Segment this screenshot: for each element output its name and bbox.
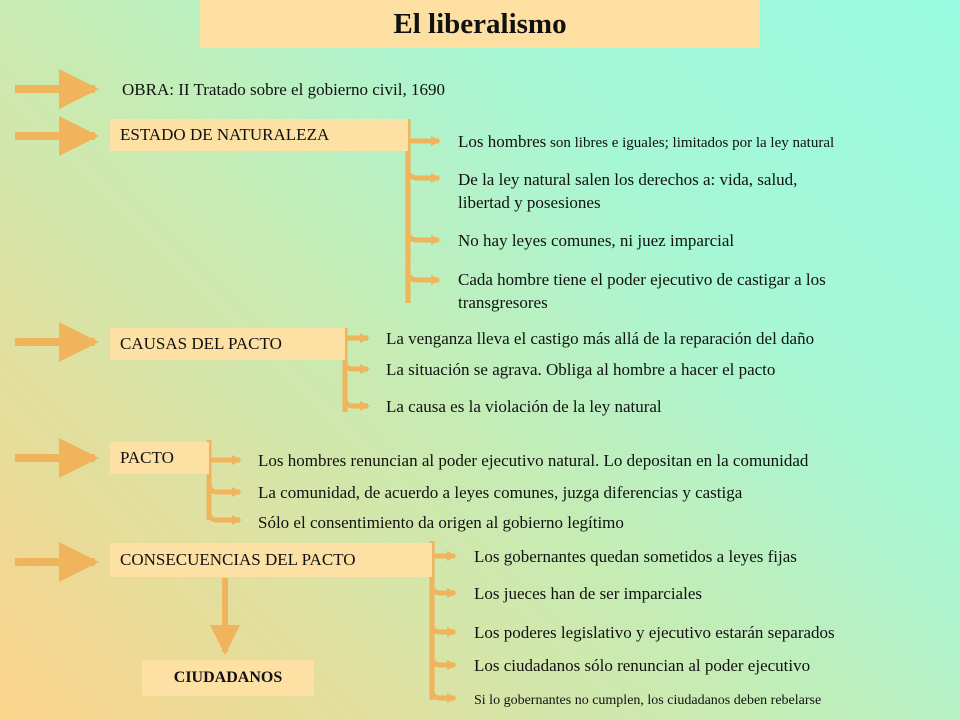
estado-item-3: No hay leyes comunes, ni juez imparcial [458,231,735,250]
causas-branch-2 [345,361,368,369]
pacto-branch-2 [209,484,240,492]
causas-item-3: La causa es la violación de la ley natural [386,397,662,416]
estado-branch-4 [408,272,439,280]
estado-item-2-line2: libertad y posesiones [458,193,601,212]
consecuencias-item-1: Los gobernantes quedan sometidos a leyes fijas [474,547,797,566]
pacto-label: PACTO [120,448,174,467]
estado-item-4-line1: Cada hombre tiene el poder ejecutivo de castigar a los [458,270,826,289]
consecuencias-pacto-label: CONSECUENCIAS DEL PACTO [120,550,356,569]
page-title-text: El liberalismo [393,7,567,40]
causas-item-2: La situación se agrava. Obliga al hombre a hacer el pacto [386,360,776,379]
consecuencias-branch-3 [432,624,455,632]
estado-item-2-line1: De la ley natural salen los derechos a: vida, salud, [458,170,798,189]
pacto-item-1: Los hombres renuncian al poder ejecutivo natural. Lo depositan en la comunidad [258,451,809,470]
pacto-item-3: Sólo el consentimiento da origen al gobierno legítimo [258,513,624,532]
consecuencias-branch-2 [432,585,455,593]
pacto-branch-3 [209,512,240,520]
causas-item-1: La venganza lleva el castigo más allá de la reparación del daño [386,329,815,348]
consecuencias-item-4: Los ciudadanos sólo renuncian al poder ejecutivo [474,656,811,675]
estado-item-1 [458,130,834,155]
causas-branch-3 [345,398,368,406]
estado-item-4 [458,268,826,314]
consecuencias-pacto-box [110,543,432,577]
estado-branch-3 [408,232,439,240]
consecuencias-item-3: Los poderes legislativo y ejecutivo estarán separados [474,623,835,642]
consecuencias-branch-4 [432,657,455,665]
causas-pacto-label: CAUSAS DEL PACTO [120,334,282,353]
estado-item-1-rest: son libres e iguales; limitados por la ley natural [546,135,835,151]
pacto-item-2: La comunidad, de acuerdo a leyes comunes, juzga diferencias y castiga [258,483,743,502]
obra-text: OBRA: II Tratado sobre el gobierno civil, 1690 [122,80,445,99]
estado-naturaleza-label: ESTADO DE NATURALEZA [120,125,330,144]
ciudadanos-label: CIUDADANOS [173,669,283,686]
consecuencias-item-5: Si lo gobernantes no cumplen, los ciudadanos deben rebelarse [474,693,822,708]
consecuencias-branch-5 [432,690,455,698]
ciudadanos-box [142,660,314,696]
consecuencias-item-2: Los jueces han de ser imparciales [474,584,702,603]
estado-naturaleza-box [110,119,408,151]
causas-pacto-box [110,328,345,360]
pacto-box [110,442,209,474]
estado-item-1-lead: Los hombres [458,132,547,151]
estado-item-2 [458,168,797,214]
estado-branch-2 [408,170,439,178]
estado-item-4-line2: transgresores [458,293,548,312]
